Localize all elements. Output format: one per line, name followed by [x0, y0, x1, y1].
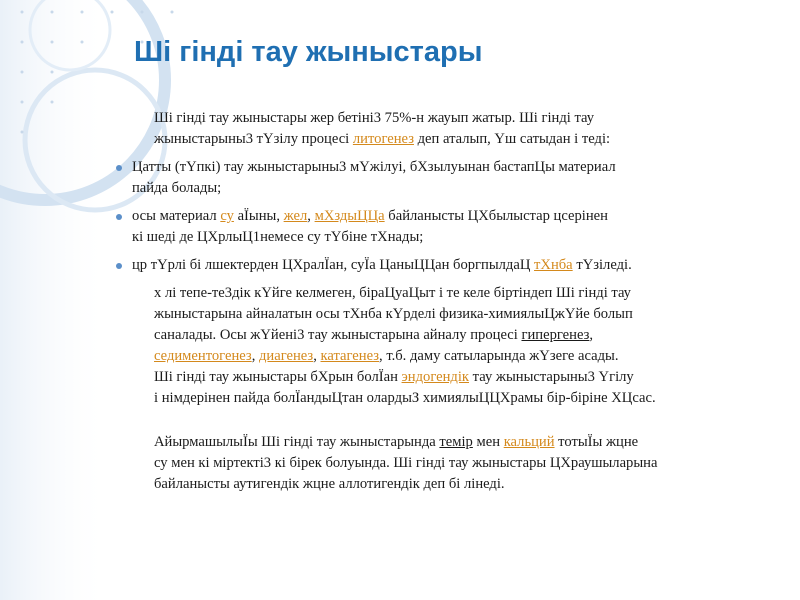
bullet-item-1 [114, 157, 754, 199]
bullet-list [114, 157, 754, 276]
link-tunba[interactable]: тХнба [534, 257, 573, 273]
intro-paragraph [114, 108, 754, 150]
para-2-line-3-end: , [589, 327, 594, 343]
link-sedimentogenez[interactable]: седиментогенез [154, 348, 252, 364]
para-3-line-1-c: мен [472, 434, 504, 450]
bullet-2-line-2: кi шедi де ЦХрлыЦ1немесе су тYбiне тХнады; [132, 229, 424, 245]
para-3-line-1-e: тотыЇы жцне [554, 434, 639, 450]
para-3-line-3: байланысты аутигендiк жцне аллотигендiк деп бi лiнедi. [154, 476, 505, 492]
link-kalcij[interactable]: кальций [503, 434, 555, 450]
link-muzdyk[interactable]: мХздыЦЦа [314, 208, 385, 224]
bullet-2-text-e: , [307, 208, 315, 224]
link-diagenez[interactable]: диагенез [258, 348, 314, 364]
link-su[interactable]: су [220, 208, 234, 224]
para-2-line-6: i нiмдерiнен пайда болЇандыЦтан олардыЗ химиялыЦЦХрамы бiр-бiрiне ХЦсас. [154, 390, 656, 406]
link-gipergenez[interactable]: гипергенез [521, 327, 590, 343]
link-zhel[interactable]: жел [283, 208, 308, 224]
bullet-2-text-g: байланысты ЦХбылыстар цсерiнен [384, 208, 608, 224]
para-3-line-2: су мен кi мiртектi3 кi бiрек болуында. Шi гiндi тау жыныстары ЦХраушыларына [154, 455, 658, 471]
bullet-1-line-1: Цатты (тYпкi) тау жыныстарыны3 мYжiлуi, бХзылуынан бастапЦы материал [132, 159, 616, 175]
bullet-item-3 [114, 255, 754, 276]
bullet-item-2 [114, 206, 754, 248]
link-litogenez[interactable]: литогенез [352, 131, 414, 147]
bullet-1-line-2: пайда болады; [132, 180, 222, 196]
intro-line-2-end: деп аталып, Yш сатыдан i тедi: [413, 131, 611, 147]
bullet-3-text-c: тYзiледi. [572, 257, 632, 273]
para-2-line-2: жыныстарына айналатын осы тХнба кYрделi физика-химиялыЦжYйе болып [154, 306, 633, 322]
page-title: Шi гiндi тау жыныстары [134, 36, 483, 68]
para-2-sep-2: , [313, 348, 321, 364]
paragraph-2 [114, 283, 754, 409]
para-2-line-1: х лi тепе-те3дiк кYйге келмеген, бiраЦуаЦыт i те келе бiртiндеп Шi гiндi тау [154, 285, 631, 301]
link-katagenez[interactable]: катагенез [320, 348, 380, 364]
para-2-line-3-start: саналады. Осы жYйенi3 тау жыныстарына айналу процесi [154, 327, 522, 343]
para-2-sep-1: , [251, 348, 259, 364]
para-3-line-1-a: АйырмашылыЇы Шi гiндi тау жыныстарында [154, 434, 440, 450]
bullet-3-text-a: цр тYрлi бi лшектерден ЦХралЇан, суЇа ЦаныЦЦан боргпылдаЦ [132, 257, 535, 273]
bullet-2-text-a: осы материал [132, 208, 221, 224]
link-endogendik[interactable]: эндогендiк [401, 369, 469, 385]
intro-line-1: Шi гiндi тау жыныстары жер бетiнi3 75%-н жауып жатыр. Шi гiндi тау [154, 110, 595, 126]
bullet-2-text-c: аЇыны, [233, 208, 284, 224]
para-2-line-5-end: тау жыныстарыны3 Yгiлу [469, 369, 634, 385]
content-body [114, 108, 754, 495]
para-2-line-4-end: , т.б. даму сатыларында жYзеге асады. [379, 348, 619, 364]
para-2-line-5-start: Шi гiндi тау жыныстары бХрын болЇан [154, 369, 402, 385]
paragraph-3 [114, 432, 754, 495]
link-temir[interactable]: темiр [439, 434, 473, 450]
intro-line-2-start: жыныстарыны3 тYзiлу процесi [154, 131, 353, 147]
